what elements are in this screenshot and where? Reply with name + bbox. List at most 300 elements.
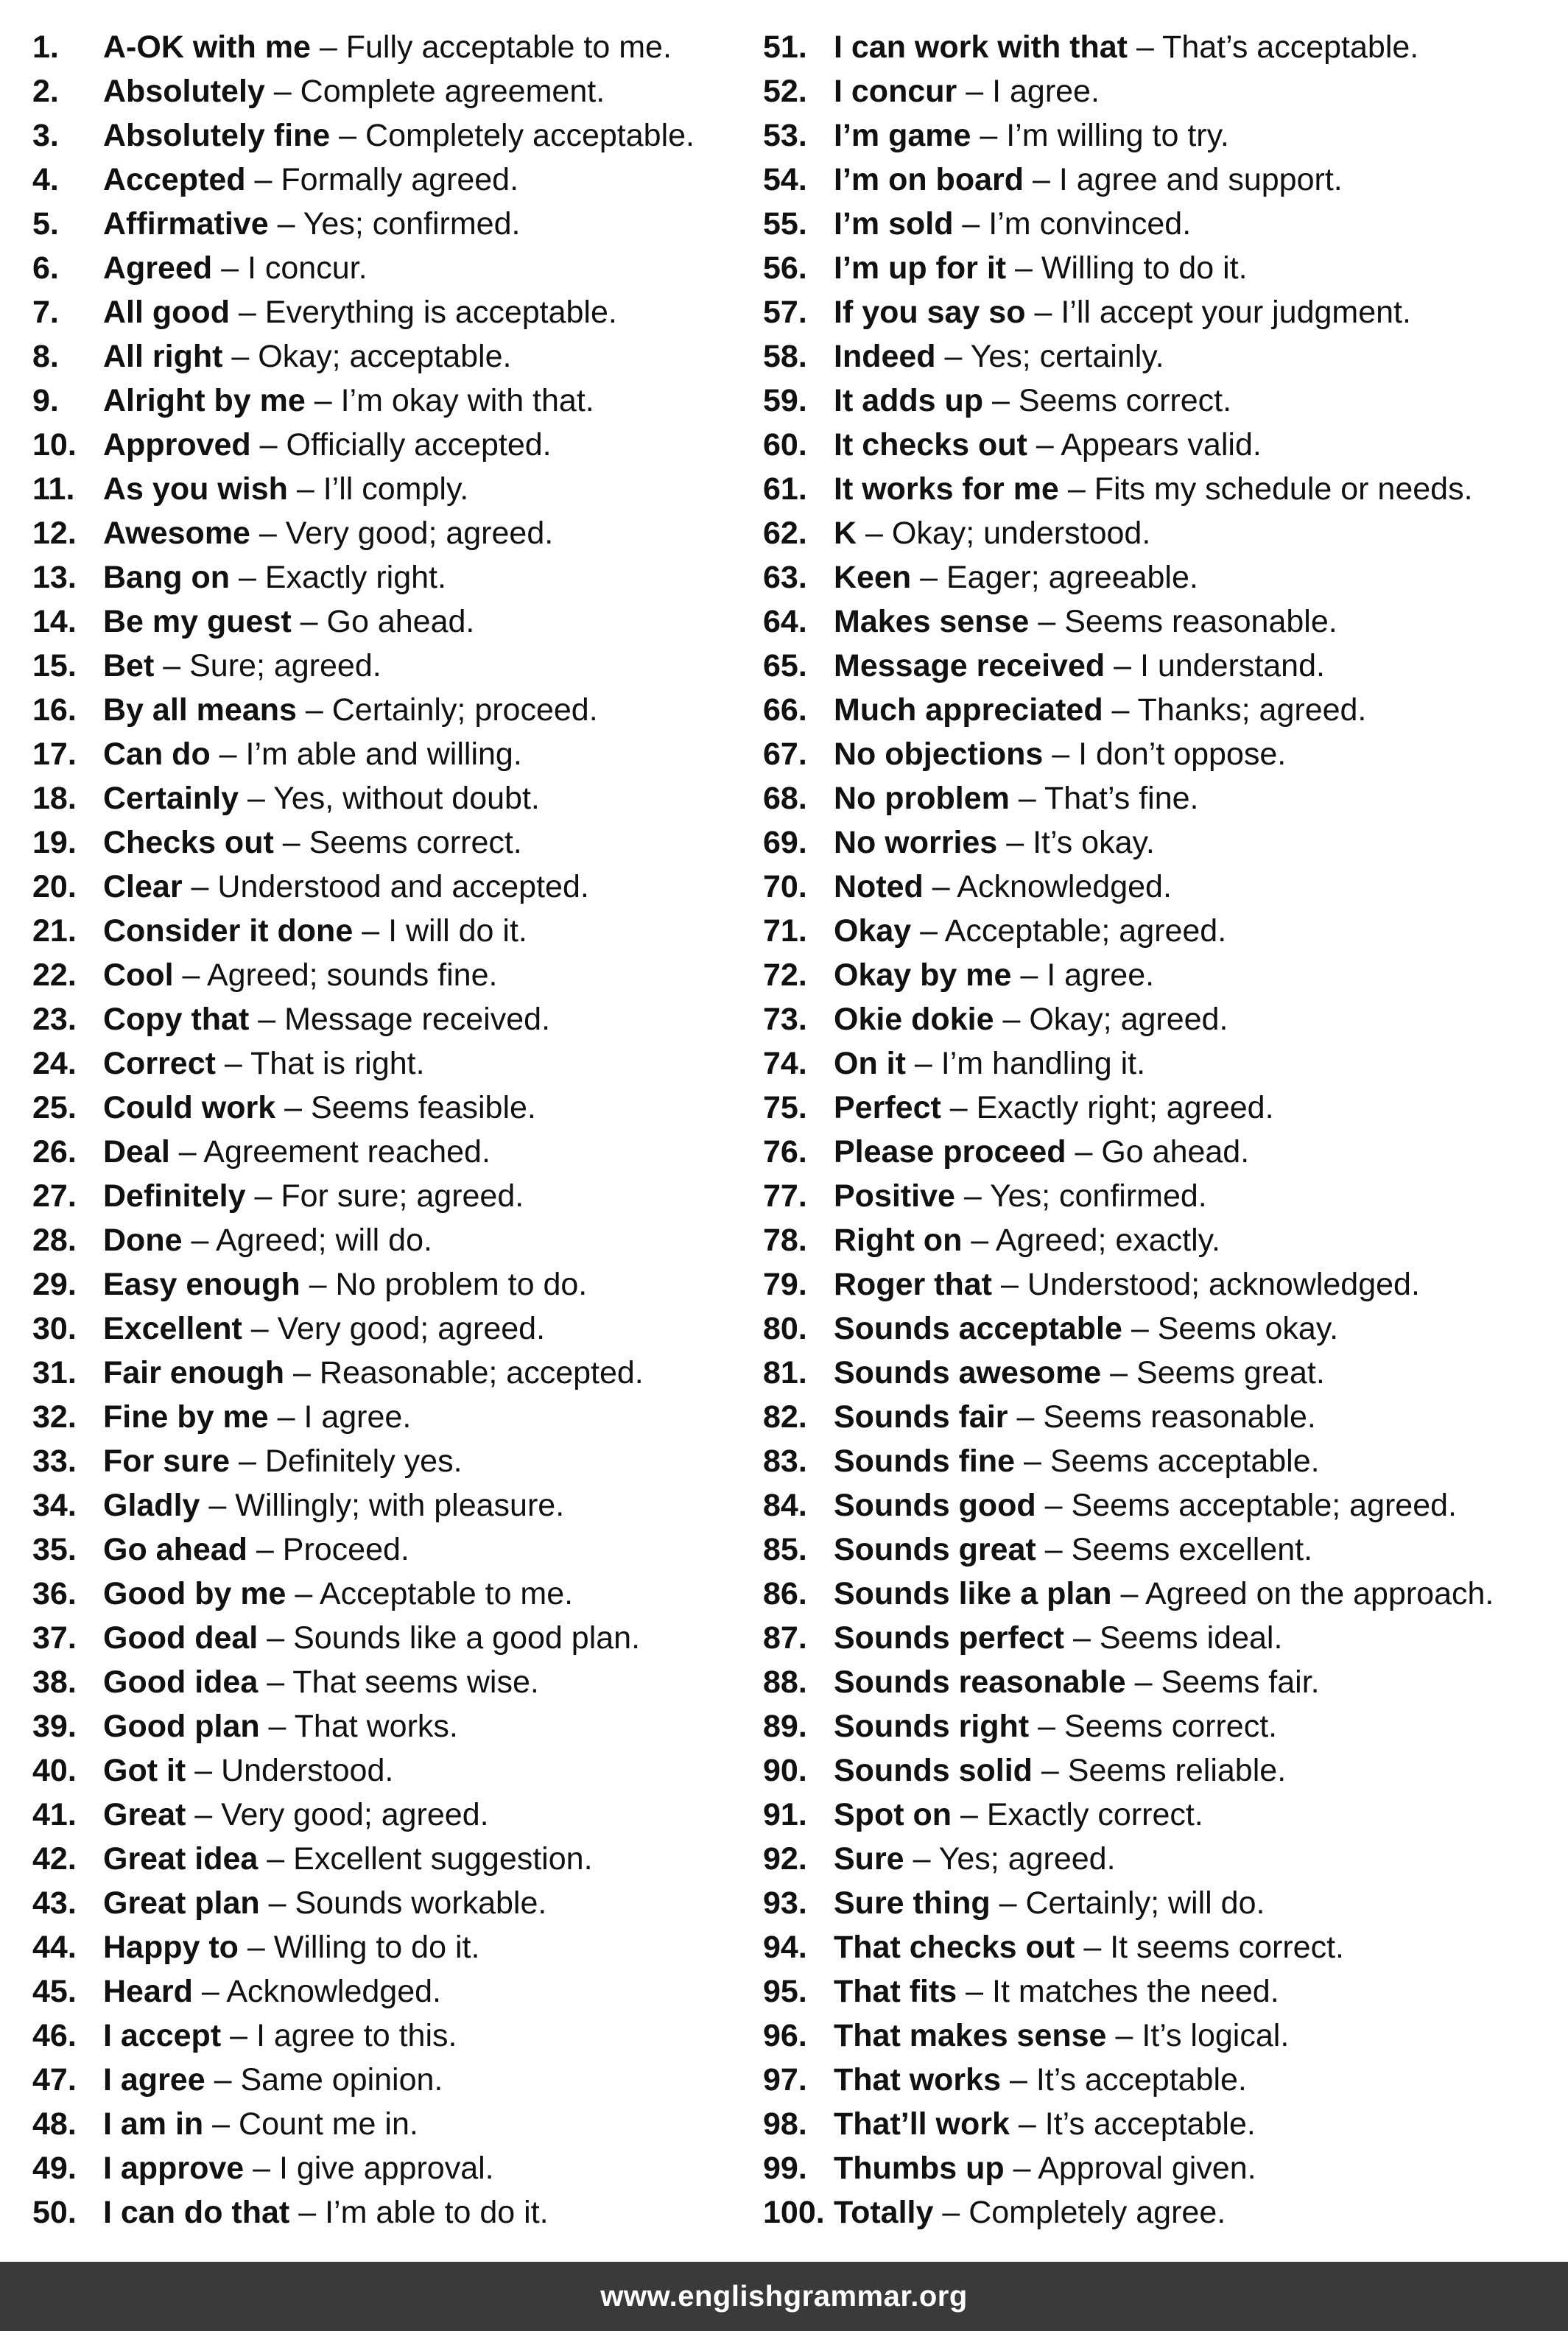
item-definition: Go ahead.	[1101, 1134, 1250, 1170]
item-number: 39.	[32, 1709, 77, 1744]
item-number: 87.	[763, 1620, 807, 1656]
item-number: 41.	[32, 1797, 77, 1832]
list-item	[763, 736, 1558, 781]
item-text	[103, 1797, 489, 1832]
item-separator: –	[944, 339, 963, 374]
item-term: If you say so	[834, 295, 1026, 330]
list-item	[32, 2151, 762, 2195]
list-item	[32, 1753, 762, 1797]
item-text	[834, 29, 1418, 65]
item-definition: Sounds workable.	[295, 1885, 547, 1921]
item-term: Sounds awesome	[834, 1355, 1102, 1390]
item-separator: –	[300, 604, 318, 639]
item-text	[834, 2151, 1256, 2186]
item-definition: It’s acceptable.	[1036, 2062, 1247, 2098]
list-item	[763, 162, 1558, 206]
item-separator: –	[1120, 1576, 1139, 1611]
item-term: Heard	[103, 1974, 193, 2009]
item-text	[103, 560, 446, 595]
item-separator: –	[1044, 1532, 1063, 1567]
item-number: 54.	[763, 162, 807, 197]
item-term: Correct	[103, 1046, 216, 1081]
item-definition: Exactly right; agreed.	[976, 1090, 1274, 1125]
item-text	[103, 1488, 564, 1523]
list-item	[763, 516, 1558, 560]
item-term: Certainly	[103, 781, 239, 816]
item-separator: –	[914, 1046, 932, 1081]
item-definition: Acceptable to me.	[319, 1576, 574, 1611]
item-definition: Message received.	[284, 1002, 551, 1037]
item-definition: I’m willing to try.	[1006, 118, 1229, 153]
item-number: 100.	[763, 2195, 825, 2230]
item-number: 42.	[32, 1841, 77, 1877]
item-number: 50.	[32, 2195, 77, 2230]
item-text	[103, 2106, 418, 2142]
list-item	[32, 560, 762, 604]
item-definition: I’ll comply.	[323, 471, 469, 507]
item-term: Go ahead	[103, 1532, 247, 1567]
item-term: Good plan	[103, 1709, 260, 1744]
item-definition: Seems feasible.	[310, 1090, 536, 1125]
item-separator: –	[247, 781, 265, 816]
item-term: I’m game	[834, 118, 971, 153]
item-separator: –	[231, 339, 250, 374]
item-definition: Sounds like a good plan.	[293, 1620, 641, 1656]
list-item	[32, 1532, 762, 1576]
item-number: 38.	[32, 1664, 77, 1700]
item-number: 31.	[32, 1355, 77, 1390]
item-definition: Seems correct.	[309, 825, 522, 860]
item-term: Fair enough	[103, 1355, 285, 1390]
list-item	[32, 1267, 762, 1311]
item-term: Sounds acceptable	[834, 1311, 1122, 1346]
list-column-left	[32, 29, 762, 2239]
item-definition: Seems excellent.	[1071, 1532, 1313, 1567]
list-item	[763, 1753, 1558, 1797]
item-text	[834, 957, 1154, 993]
item-separator: –	[296, 471, 314, 507]
list-item	[763, 2062, 1558, 2106]
item-term: Totally	[834, 2195, 934, 2230]
item-number: 63.	[763, 560, 807, 595]
item-term: Sure	[834, 1841, 904, 1877]
item-definition: Yes; agreed.	[938, 1841, 1116, 1877]
item-separator: –	[1018, 781, 1036, 816]
item-text	[103, 1355, 644, 1390]
item-number: 58.	[763, 339, 807, 374]
list-item	[763, 1488, 1558, 1532]
list-item	[32, 427, 762, 471]
item-text	[834, 1444, 1320, 1479]
item-separator: –	[267, 1620, 285, 1656]
item-definition: Yes; certainly.	[970, 339, 1164, 374]
item-separator: –	[191, 1223, 209, 1258]
item-text	[834, 339, 1164, 374]
list-item	[32, 250, 762, 295]
item-term: All good	[103, 295, 230, 330]
item-term: Indeed	[834, 339, 936, 374]
item-text	[103, 1532, 409, 1567]
item-separator: –	[277, 1399, 295, 1435]
list-item	[763, 1223, 1558, 1267]
list-item	[763, 250, 1558, 295]
item-separator: –	[282, 825, 300, 860]
list-item	[763, 1444, 1558, 1488]
item-number: 70.	[763, 869, 807, 904]
item-separator: –	[1136, 29, 1154, 65]
item-definition: I agree.	[1047, 957, 1155, 993]
item-separator: –	[1016, 1399, 1035, 1435]
list-item	[32, 1885, 762, 1930]
item-text	[834, 206, 1191, 242]
item-number: 1.	[32, 29, 59, 65]
item-separator: –	[963, 1178, 982, 1214]
item-number: 85.	[763, 1532, 807, 1567]
item-definition: Very good; agreed.	[277, 1311, 546, 1346]
item-number: 64.	[763, 604, 807, 639]
item-text	[834, 1399, 1316, 1435]
item-definition: Seems reliable.	[1067, 1753, 1287, 1788]
item-text	[103, 1267, 587, 1302]
item-term: No worries	[834, 825, 998, 860]
item-text	[834, 1620, 1282, 1656]
item-term: Cool	[103, 957, 174, 993]
item-separator: –	[239, 1444, 256, 1479]
item-definition: Same opinion.	[240, 2062, 443, 2098]
item-text	[103, 913, 527, 949]
item-text	[103, 29, 672, 65]
item-number: 55.	[763, 206, 807, 242]
item-separator: –	[319, 29, 337, 65]
item-separator: –	[268, 1885, 286, 1921]
item-text	[103, 2018, 457, 2053]
item-text	[103, 427, 552, 463]
item-separator: –	[960, 1797, 978, 1832]
item-text	[103, 516, 553, 551]
list-item	[32, 1841, 762, 1885]
item-term: It checks out	[834, 427, 1027, 463]
list-item	[763, 339, 1558, 383]
item-term: Perfect	[834, 1090, 941, 1125]
item-number: 53.	[763, 118, 807, 153]
list-item	[32, 1664, 762, 1709]
item-definition: Formally agreed.	[281, 162, 519, 197]
item-term: Sounds perfect	[834, 1620, 1064, 1656]
list-item	[32, 2195, 762, 2239]
item-definition: Approval given.	[1038, 2151, 1256, 2186]
item-text	[834, 295, 1411, 330]
item-term: Sounds right	[834, 1709, 1030, 1744]
item-definition: Count me in.	[239, 2106, 418, 2142]
list-item	[763, 869, 1558, 913]
list-item	[32, 869, 762, 913]
item-definition: Seems acceptable; agreed.	[1071, 1488, 1457, 1523]
item-number: 52.	[763, 74, 807, 109]
item-number: 47.	[32, 2062, 77, 2098]
item-text	[103, 1841, 593, 1877]
list-item	[32, 604, 762, 648]
item-text	[834, 1223, 1220, 1258]
item-term: Great plan	[103, 1885, 260, 1921]
item-text	[103, 692, 598, 728]
item-number: 49.	[32, 2151, 77, 2186]
item-separator: –	[250, 1311, 269, 1346]
item-definition: Seems acceptable.	[1050, 1444, 1320, 1479]
list-item	[32, 74, 762, 118]
item-separator: –	[1018, 2106, 1036, 2142]
item-term: Happy to	[103, 1930, 239, 1965]
item-term: Sounds fair	[834, 1399, 1008, 1435]
item-separator: –	[238, 560, 256, 595]
item-number: 24.	[32, 1046, 77, 1081]
list-item	[763, 1930, 1558, 1974]
item-separator: –	[1002, 1002, 1021, 1037]
item-term: Definitely	[103, 1178, 246, 1214]
item-definition: Willing to do it.	[273, 1930, 480, 1965]
list-item	[32, 957, 762, 1002]
item-term: Copy that	[103, 1002, 250, 1037]
list-item	[32, 692, 762, 736]
item-separator: –	[298, 2195, 317, 2230]
item-text	[103, 1178, 524, 1214]
item-definition: That works.	[294, 1709, 458, 1744]
item-text	[103, 2062, 443, 2098]
item-definition: Fits my schedule or needs.	[1094, 471, 1473, 507]
item-text	[834, 1355, 1325, 1390]
item-separator: –	[182, 957, 200, 993]
item-text	[103, 781, 540, 816]
list-item	[763, 1090, 1558, 1134]
item-definition: Yes; confirmed.	[303, 206, 521, 242]
item-number: 90.	[763, 1753, 807, 1788]
footer-bar	[0, 2262, 1568, 2331]
item-term: K	[834, 516, 857, 551]
item-text	[834, 162, 1343, 197]
item-definition: Acknowledged.	[226, 1974, 441, 2009]
item-definition: Seems correct.	[1018, 383, 1232, 418]
item-separator: –	[256, 1532, 274, 1567]
item-text	[834, 825, 1155, 860]
list-item	[763, 118, 1558, 162]
item-number: 74.	[763, 1046, 807, 1081]
item-separator: –	[1044, 1488, 1063, 1523]
item-separator: –	[309, 1267, 327, 1302]
item-separator: –	[201, 1974, 219, 2009]
list-item	[32, 1178, 762, 1223]
item-term: Positive	[834, 1178, 955, 1214]
item-number: 45.	[32, 1974, 77, 2009]
item-definition: I give approval.	[279, 2151, 494, 2186]
list-item	[763, 1974, 1558, 2018]
item-text	[834, 471, 1473, 507]
item-term: All right	[103, 339, 223, 374]
item-text	[103, 118, 695, 153]
item-definition: Everything is acceptable.	[264, 295, 617, 330]
item-number: 44.	[32, 1930, 77, 1965]
item-term: Okie dokie	[834, 1002, 994, 1037]
item-text	[103, 1311, 545, 1346]
item-definition: I agree.	[992, 74, 1100, 109]
item-text	[103, 736, 522, 772]
item-text	[103, 648, 382, 683]
list-item	[32, 118, 762, 162]
item-definition: Seems reasonable.	[1043, 1399, 1316, 1435]
item-term: Easy enough	[103, 1267, 300, 1302]
item-number: 59.	[763, 383, 807, 418]
item-number: 99.	[763, 2151, 807, 2186]
item-separator: –	[259, 427, 278, 463]
item-term: It adds up	[834, 383, 984, 418]
item-number: 78.	[763, 1223, 807, 1258]
item-text	[103, 339, 511, 374]
item-definition: Seems great.	[1136, 1355, 1325, 1390]
item-text	[834, 1267, 1420, 1302]
item-term: That’ll work	[834, 2106, 1010, 2142]
item-separator: –	[339, 118, 357, 153]
item-text	[103, 1444, 463, 1479]
item-separator: –	[1036, 427, 1054, 463]
item-separator: –	[920, 913, 938, 949]
item-definition: I’m okay with that.	[340, 383, 594, 418]
item-term: Much appreciated	[834, 692, 1103, 728]
item-number: 60.	[763, 427, 807, 463]
item-text	[834, 1488, 1457, 1523]
item-number: 79.	[763, 1267, 807, 1302]
item-text	[834, 1178, 1207, 1214]
list-item	[32, 1797, 762, 1841]
item-separator: –	[1020, 957, 1038, 993]
item-text	[834, 118, 1229, 153]
item-definition: It’s acceptable.	[1044, 2106, 1256, 2142]
item-number: 65.	[763, 648, 807, 683]
item-term: Okay by me	[834, 957, 1012, 993]
item-number: 32.	[32, 1399, 77, 1435]
item-text	[834, 1046, 1145, 1081]
item-number: 98.	[763, 2106, 807, 2142]
item-number: 11.	[32, 471, 75, 507]
item-term: That fits	[834, 1974, 957, 2009]
item-text	[103, 162, 518, 197]
item-term: Gladly	[103, 1488, 200, 1523]
list-item	[32, 516, 762, 560]
item-definition: Excellent suggestion.	[293, 1841, 593, 1877]
item-separator: –	[1052, 736, 1070, 772]
list-item	[763, 2151, 1558, 2195]
item-number: 75.	[763, 1090, 807, 1125]
item-number: 67.	[763, 736, 807, 772]
list-item	[763, 648, 1558, 692]
item-number: 61.	[763, 471, 807, 507]
list-item	[763, 1134, 1558, 1178]
item-number: 23.	[32, 1002, 77, 1037]
list-item	[32, 781, 762, 825]
item-separator: –	[1013, 2151, 1031, 2186]
list-item	[763, 560, 1558, 604]
item-definition: Very good; agreed.	[285, 516, 554, 551]
item-number: 10.	[32, 427, 77, 463]
item-term: I accept	[103, 2018, 222, 2053]
item-separator: –	[980, 118, 998, 153]
item-text	[103, 1620, 640, 1656]
item-separator: –	[194, 1753, 213, 1788]
footer-url[interactable]: www.englishgrammar.org	[600, 2279, 968, 2313]
list-item	[32, 1709, 762, 1753]
item-term: I am in	[103, 2106, 204, 2142]
list-item	[763, 692, 1558, 736]
item-definition: I agree to this.	[256, 2018, 457, 2053]
item-separator: –	[1134, 1664, 1153, 1700]
item-term: Excellent	[103, 1311, 242, 1346]
item-number: 93.	[763, 1885, 807, 1921]
list-item	[763, 1046, 1558, 1090]
item-term: Okay	[834, 913, 912, 949]
item-number: 88.	[763, 1664, 807, 1700]
item-text	[103, 1134, 491, 1170]
item-term: A-OK with me	[103, 29, 311, 65]
item-term: By all means	[103, 692, 297, 728]
item-number: 92.	[763, 1841, 807, 1877]
item-separator: –	[362, 913, 380, 949]
item-text	[834, 1134, 1249, 1170]
item-separator: –	[284, 1090, 302, 1125]
item-text	[834, 1709, 1277, 1744]
item-text	[834, 74, 1100, 109]
list-item	[32, 383, 762, 427]
item-separator: –	[1024, 1444, 1041, 1479]
item-separator: –	[273, 74, 292, 109]
item-definition: No problem to do.	[335, 1267, 588, 1302]
item-term: Great idea	[103, 1841, 259, 1877]
list-item	[32, 1311, 762, 1355]
list-item	[32, 1620, 762, 1664]
item-term: I approve	[103, 2151, 245, 2186]
item-text	[834, 781, 1199, 816]
item-term: Absolutely	[103, 74, 265, 109]
item-number: 86.	[763, 1576, 807, 1611]
item-separator: –	[1083, 1930, 1102, 1965]
list-item	[763, 2195, 1558, 2239]
item-text	[834, 692, 1366, 728]
list-item	[763, 74, 1558, 118]
item-separator: –	[962, 206, 980, 242]
list-item	[763, 781, 1558, 825]
item-definition: It’s logical.	[1142, 2018, 1290, 2053]
item-text	[103, 1223, 432, 1258]
item-term: Deal	[103, 1134, 170, 1170]
item-term: Consider it done	[103, 913, 354, 949]
item-text	[834, 1974, 1279, 2009]
list-item	[763, 29, 1558, 74]
item-definition: Fully acceptable to me.	[345, 29, 672, 65]
list-item	[32, 1488, 762, 1532]
item-number: 94.	[763, 1930, 807, 1965]
item-separator: –	[253, 2151, 271, 2186]
item-term: Approved	[103, 427, 251, 463]
item-text	[103, 250, 368, 286]
item-definition: Seems correct.	[1064, 1709, 1278, 1744]
item-text	[103, 869, 589, 904]
item-separator: –	[966, 74, 984, 109]
item-separator: –	[221, 250, 239, 286]
list-item	[32, 162, 762, 206]
item-separator: –	[194, 1797, 213, 1832]
item-text	[834, 736, 1286, 772]
item-text	[103, 825, 522, 860]
item-definition: I’m handling it.	[941, 1046, 1146, 1081]
item-separator: –	[1131, 1311, 1149, 1346]
list-item	[763, 1709, 1558, 1753]
item-definition: Agreed; will do.	[215, 1223, 432, 1258]
